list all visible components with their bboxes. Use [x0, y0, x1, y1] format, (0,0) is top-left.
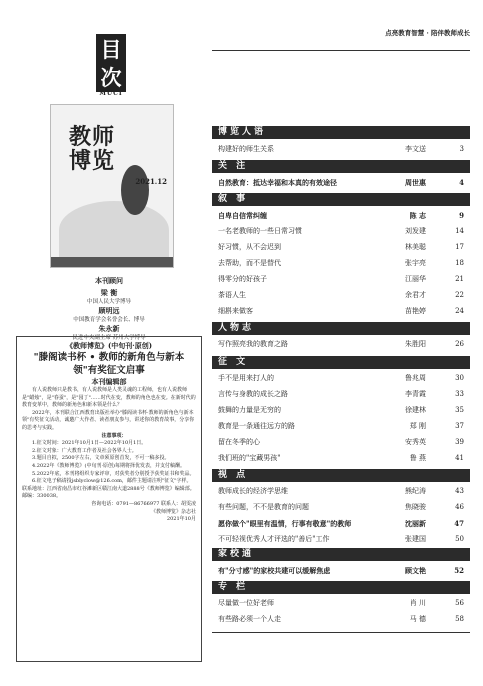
toc-entry[interactable]: [218, 209, 470, 222]
toc-entry[interactable]: [218, 143, 470, 156]
cover-illustration-figure: [121, 165, 149, 215]
entry-author: 苗艳婷: [405, 307, 426, 315]
cover-bottom-strip: [51, 257, 173, 267]
entry-title: 我们班的"宝藏男孩": [218, 454, 281, 462]
entry-title: 鼓舞的力量是无穷的: [218, 406, 281, 414]
left-column: [16, 24, 202, 672]
notice-dept: 本刊编辑部: [91, 377, 127, 386]
section-header: 博览人语: [212, 126, 470, 139]
entry-page: 24: [455, 307, 464, 315]
entry-page: 52: [454, 566, 464, 575]
section-header: 视 点: [212, 469, 470, 482]
entry-title: 有"分寸感"的家校共建可以缓解焦虑: [218, 566, 331, 575]
entry-page: 22: [455, 291, 464, 299]
notice-publisher: 《教师博览》杂志社: [150, 508, 196, 515]
entry-page: 21: [455, 275, 464, 283]
toc-entry[interactable]: [218, 305, 470, 318]
notice-paragraph: 4.2022年《教师博览》(中旬刊·原创)每期将择优发表，并支付稿酬。: [32, 462, 185, 469]
entry-page: 9: [459, 211, 464, 220]
entry-author: 熊纪涛: [405, 487, 426, 495]
entry-author: 张宇亮: [405, 259, 426, 267]
header-bar: [212, 28, 470, 41]
entry-title: 写作照亮我的教育之路: [218, 340, 288, 348]
entry-page: 47: [454, 519, 464, 528]
notice-paragraph: 2022年，本刊联合江西教育出版社举办"滕阁读书杯·教师的新角色与新本领"有奖征文活动，诚邀广大作者、读者朋友参与，讲述你的教育故事，分享你的思考与实践。: [22, 409, 195, 431]
notice-paragraph: 5.2022年底，本刊将组织专家评审，对获奖者分别授予获奖证书和奖品。: [32, 470, 195, 477]
entry-page: 30: [455, 374, 464, 382]
entry-author: 余君才: [405, 291, 426, 299]
toc-entry[interactable]: [218, 372, 470, 385]
entry-page: 56: [455, 599, 464, 607]
advisor-name: 朱永新: [98, 324, 120, 333]
entry-title: 不可轻视优秀人才评选的"善后"工作: [218, 535, 330, 543]
toc-entry[interactable]: [218, 241, 470, 254]
entry-page: 14: [455, 227, 464, 235]
toc-entry[interactable]: [218, 338, 470, 351]
entry-page: 3: [459, 145, 464, 153]
muci-label: MUCI: [99, 90, 123, 97]
entry-title: 愿你做个"眼里有温情，行事有敬意"的教师: [218, 519, 352, 528]
entry-author: 李青霞: [405, 390, 426, 398]
section-header: 家校通: [212, 548, 470, 561]
toc-entry[interactable]: [218, 289, 470, 302]
entry-author: 鲁兆周: [405, 374, 426, 382]
toc-entry[interactable]: [218, 225, 470, 238]
entry-page: 46: [455, 503, 464, 511]
toc-entry[interactable]: [218, 404, 470, 417]
entry-title: 自卑自信常纠缠: [218, 211, 267, 220]
notice-title: "滕阁读书杯 • 教师的新角色与新本领"有奖征文启事: [33, 352, 185, 376]
entry-title: 教育是一条通往远方的路: [218, 422, 295, 430]
section-header: 人物志: [212, 322, 470, 335]
advisor-role: 中国教育学会名誉会长、博导: [73, 317, 145, 323]
advisor-role: 中国人民大学博导: [86, 299, 131, 305]
entry-author: 张建国: [405, 535, 426, 543]
toc-entry[interactable]: [218, 485, 470, 498]
cover-issue: 2021.12: [135, 177, 167, 186]
toc-entry[interactable]: [218, 176, 470, 189]
entry-page: 37: [455, 422, 464, 430]
notice-paragraph: 2.征文对象：广大教育工作者及社会各界人士。: [32, 447, 137, 454]
notice-paragraph: 3.题目自拟，2500字左右，文章须原创首发，不可一稿多投。: [32, 455, 170, 462]
entry-page: 39: [455, 438, 464, 446]
toc-entry[interactable]: [218, 273, 470, 286]
entry-title: 教师成长的经济学思维: [218, 487, 288, 495]
entry-author: 徐建林: [405, 406, 426, 414]
footer-divider: [212, 632, 470, 633]
entry-author: 刘发建: [405, 227, 426, 235]
entry-author: 鲁 燕: [409, 454, 426, 462]
toc-entry[interactable]: [218, 564, 470, 577]
entry-title: 去帮助，而不是替代: [218, 259, 281, 267]
advisor-role: 民进中央副主席 苏州大学博导: [72, 335, 146, 341]
header-divider: [212, 50, 470, 51]
notice-contact: 咨询电话：0791—86766977 联系人：胡雯凌: [91, 500, 196, 507]
toc-entry[interactable]: [218, 420, 470, 433]
contest-notice: [16, 336, 202, 662]
entry-title: 好习惯，从不会迟到: [218, 243, 281, 251]
entry-page: 35: [455, 406, 464, 414]
entry-title: 构建好的师生关系: [218, 145, 274, 153]
section-header: 专 栏: [212, 581, 470, 594]
entry-page: 50: [455, 535, 464, 543]
cover-illustration-hill: [59, 201, 169, 259]
entry-author: 马 德: [409, 615, 426, 623]
toc-entry[interactable]: [218, 452, 470, 465]
advisor-list: [16, 288, 202, 342]
entry-author: 沈丽新: [405, 519, 426, 528]
entry-page: 43: [455, 487, 464, 495]
notice-paragraph: 6.征文电子稿请投jsblyclow@126.com，邮件主题请注明"征文"字样。联系地址：江西省南昌市红谷滩新区赣江南大道2888号《教师博览》编辑部。邮编：330038。: [22, 478, 195, 500]
entry-page: 41: [455, 454, 464, 462]
toc-entry[interactable]: [218, 436, 470, 449]
entry-author: 李文送: [405, 145, 426, 153]
entry-author: 焦晓骏: [405, 503, 426, 511]
mulu-mark-1: 目: [96, 34, 126, 64]
section-header: 关 注: [212, 160, 470, 173]
entry-page: 4: [459, 178, 464, 187]
notice-paragraph: 1.征文时间：2021年10月1日—2022年10月1日。: [32, 440, 147, 447]
cover-title: 教师 博览: [69, 124, 116, 174]
notice-paragraph: 有人说教师只是教书，有人说教师是人类灵魂的工程师，也有人说教师是"蜡烛"，是"春蚕"，是"园丁"……时代在变，教师的角色也在变。在新时代的教育变革中，教师的新角色和新本领是什么？: [22, 387, 196, 409]
section-header: 征 文: [212, 356, 470, 369]
entry-title: 言传与身教的成长之路: [218, 390, 288, 398]
mulu-mark-2: 次: [96, 62, 126, 92]
advisor-name: 顾明远: [98, 306, 120, 315]
advisor-heading: 本刊顾问: [95, 276, 123, 285]
entry-title: 自然教育：抵达幸福和本真的有效途径: [218, 178, 337, 187]
entry-author: 郑 刚: [409, 422, 426, 430]
toc-entry[interactable]: [218, 533, 470, 546]
entry-title: 尽量做一位好老师: [218, 599, 274, 607]
entry-author: 林美聪: [405, 243, 426, 251]
entry-author: 顾文艳: [405, 566, 426, 575]
entry-title: 细斟来做客: [218, 307, 253, 315]
entry-title: 茶语人生: [218, 291, 246, 299]
toc-entry[interactable]: [218, 597, 470, 610]
entry-title: 有些问题，不不是教育的问题: [218, 503, 309, 511]
magazine-cover: [50, 104, 174, 268]
entry-page: 33: [455, 390, 464, 398]
advisor-name: 梁 衡: [100, 288, 118, 297]
toc-entry[interactable]: [218, 517, 470, 530]
toc-entry[interactable]: [218, 501, 470, 514]
entry-page: 58: [455, 615, 464, 623]
entry-title: 一名老教师的一些日常习惯: [218, 227, 302, 235]
entry-title: 有些路必须一个人走: [218, 615, 281, 623]
entry-title: 留在冬季的心: [218, 438, 260, 446]
entry-author: 陈 志: [409, 211, 426, 220]
entry-author: 周世惠: [405, 178, 426, 187]
entry-author: 朱胜阳: [405, 340, 426, 348]
notice-date: 2021年10月: [166, 516, 196, 523]
section-header: 叙 事: [212, 193, 470, 206]
entry-page: 18: [455, 259, 464, 267]
entry-title: 得零分的好孩子: [218, 275, 267, 283]
entry-page: 17: [455, 243, 464, 251]
entry-author: 安秀英: [405, 438, 426, 446]
entry-page: 26: [455, 340, 464, 348]
header-slogan: 点亮教育智慧 · 陪伴教师成长: [385, 29, 470, 37]
entry-title: 手不是用来打人的: [218, 374, 274, 382]
toc-entry[interactable]: [218, 388, 470, 401]
toc-entry[interactable]: [218, 613, 470, 626]
entry-author: 肖 川: [409, 599, 426, 607]
entry-author: 江丽华: [405, 275, 426, 283]
toc-entry[interactable]: [218, 257, 470, 270]
notice-paragraph: 注意事项：: [101, 432, 127, 439]
notice-pretitle: 《教师博览》(中旬刊·原创): [65, 341, 153, 350]
